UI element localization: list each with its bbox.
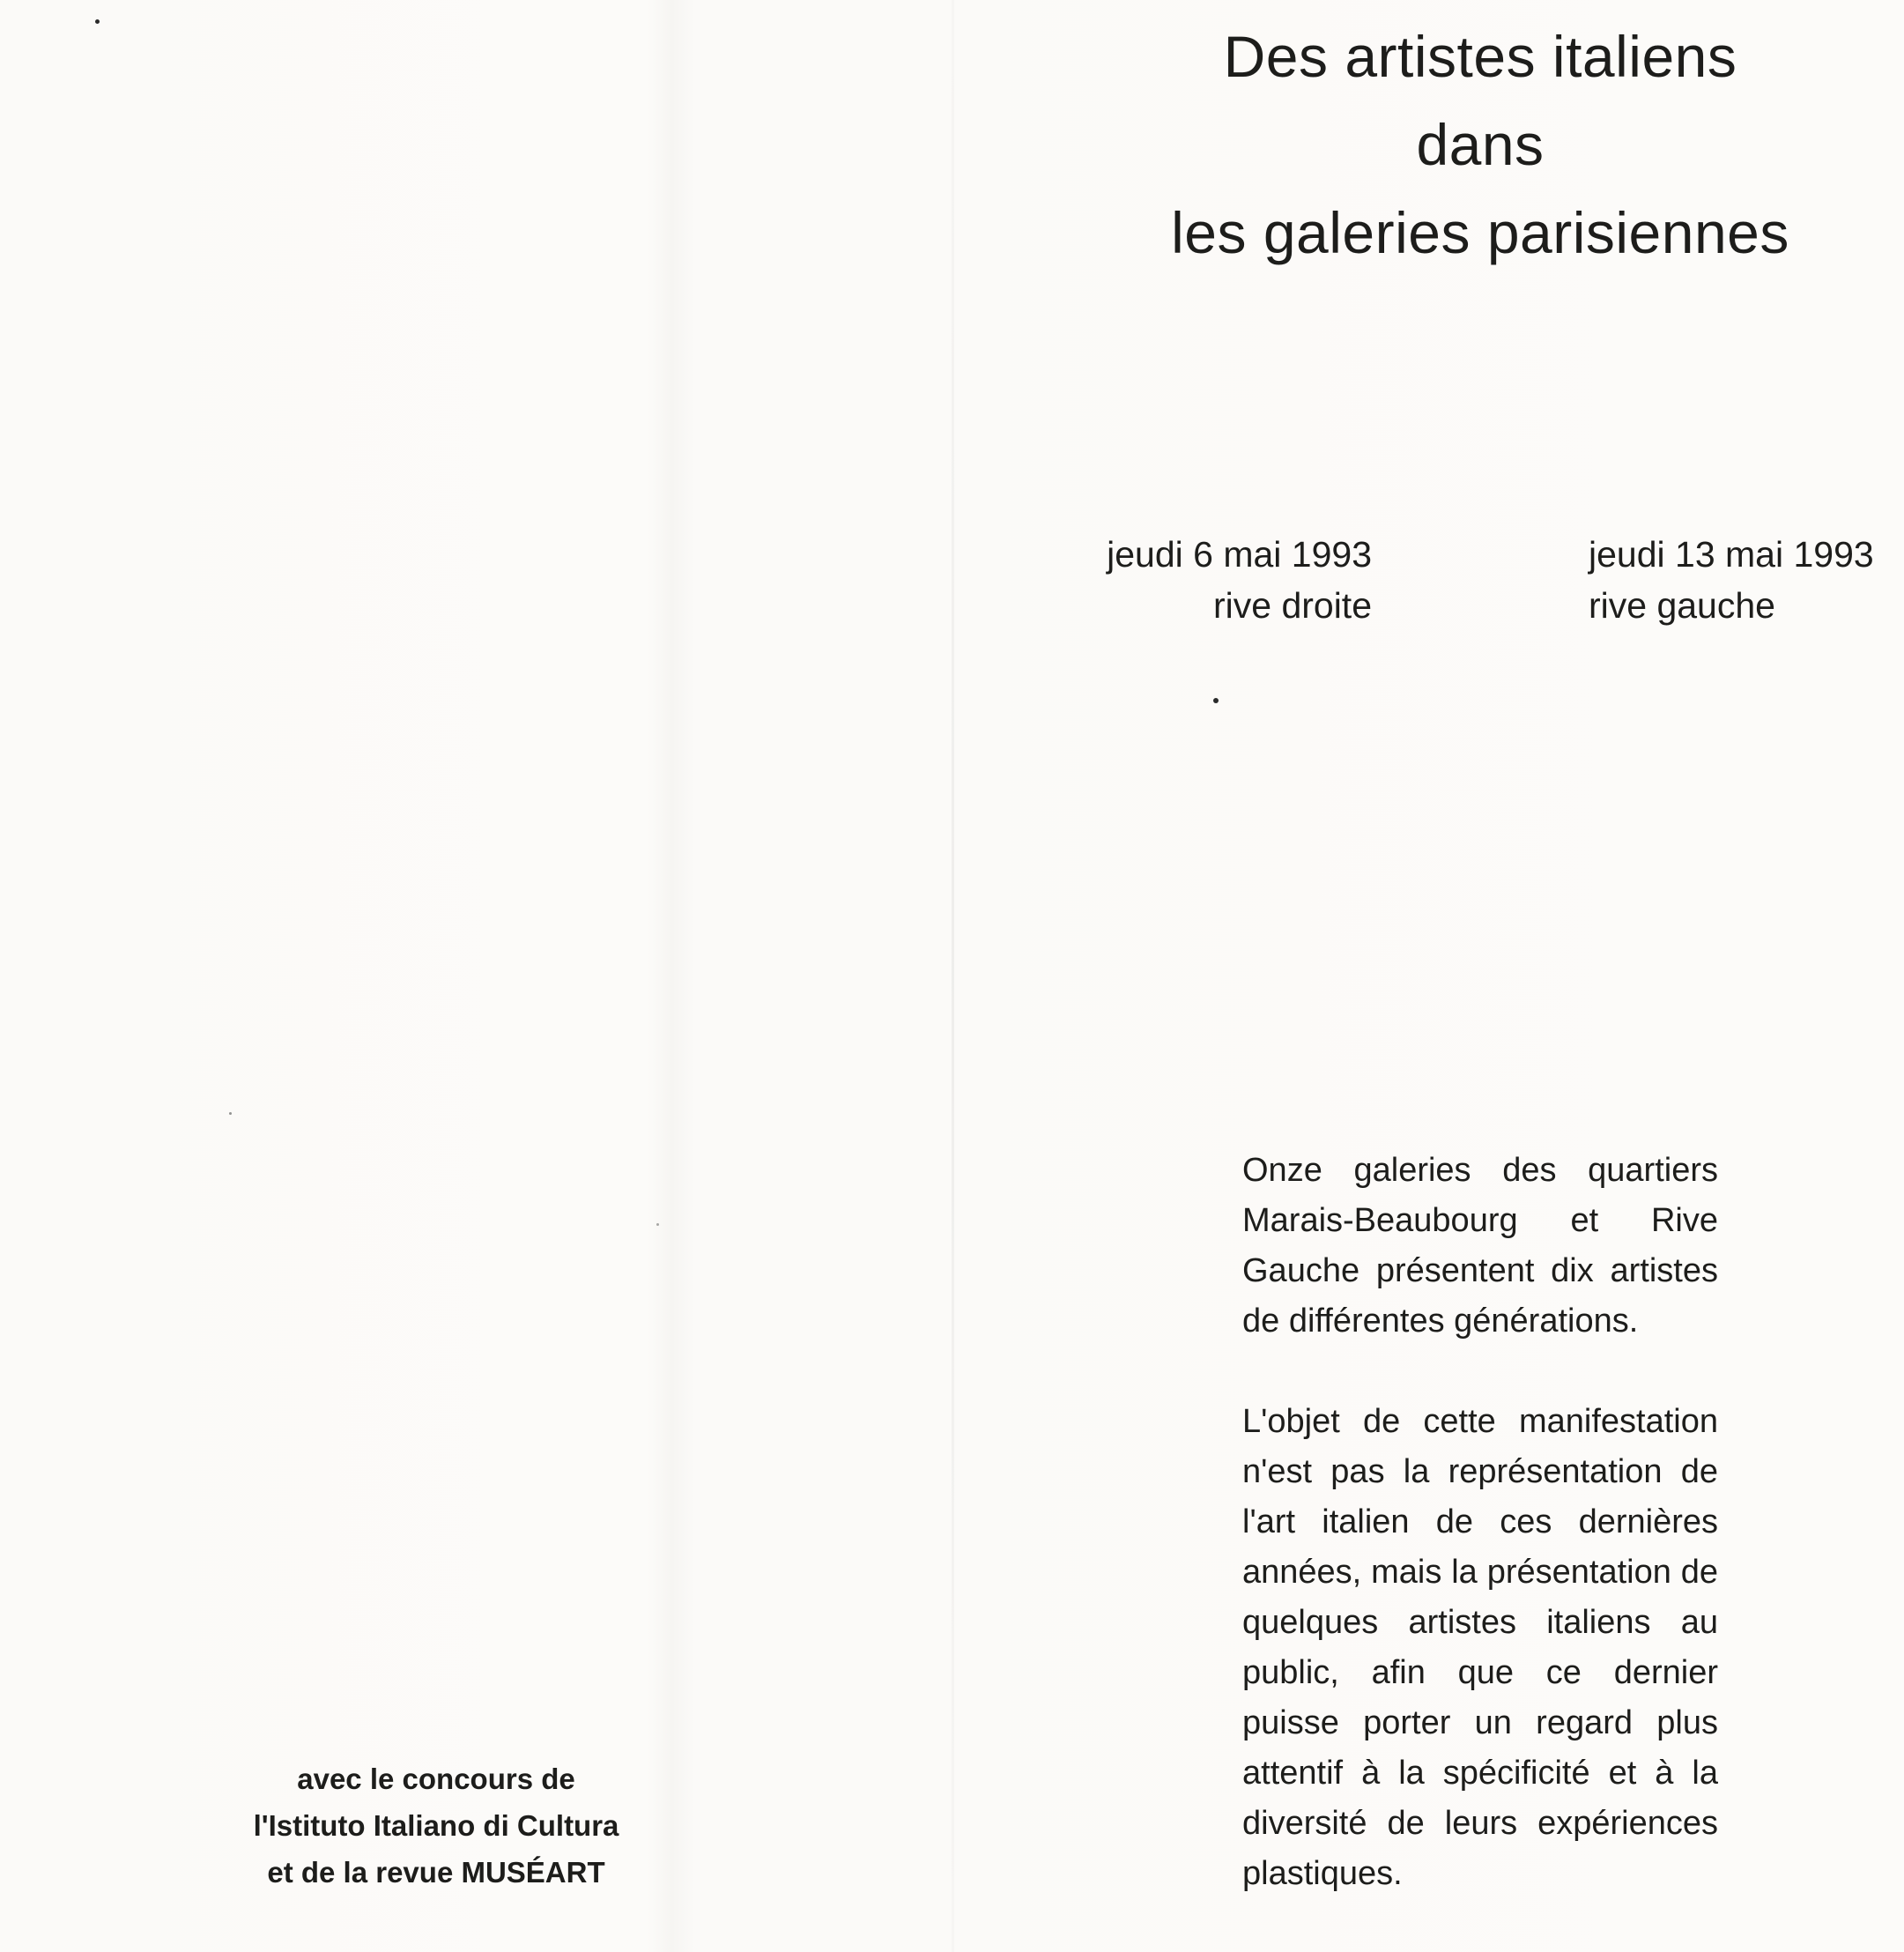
description-paragraph-2: L'objet de cette manifestation n'est pas la représentation de l'art italien de ces dernières années, mais la présentation de quelques artistes italiens au public, afin que ce dernier puisse porter un regard plus attentif à la spécificité et à la diversité de leurs expériences plastiques. — [1242, 1403, 1718, 1892]
sponsor-credits — [211, 1755, 661, 1896]
description-paragraph-1: Onze galeries des quartiers Marais-Beaubourg et Rive Gauche présentent dix artistes de différentes générations. — [1242, 1152, 1718, 1340]
paper-speck — [229, 1112, 232, 1115]
title-line-3: les galeries parisiennes — [1171, 200, 1789, 265]
paper-speck — [1213, 698, 1219, 703]
event-date: jeudi 13 mai 1993 — [1589, 534, 1874, 575]
event-area: rive droite — [1212, 585, 1372, 626]
paper-speck — [95, 19, 100, 24]
credits-line-1: avec le concours de — [297, 1763, 575, 1795]
event-date: jeudi 6 mai 1993 — [1107, 534, 1372, 575]
event-area: rive gauche — [1589, 585, 1775, 626]
credits-line-2: l'Istituto Italiano di Cultura — [253, 1809, 619, 1842]
title-line-1: Des artistes italiens — [1223, 24, 1737, 89]
date-block-rive-gauche — [1589, 529, 1874, 631]
date-block-rive-droite — [1107, 529, 1372, 631]
description-text — [1242, 1146, 1718, 1949]
center-fold — [952, 0, 954, 1952]
brochure-title — [1145, 12, 1815, 277]
title-line-2: dans — [1416, 112, 1545, 177]
paper-speck — [656, 1223, 659, 1226]
credits-line-3: et de la revue MUSÉART — [267, 1856, 605, 1889]
